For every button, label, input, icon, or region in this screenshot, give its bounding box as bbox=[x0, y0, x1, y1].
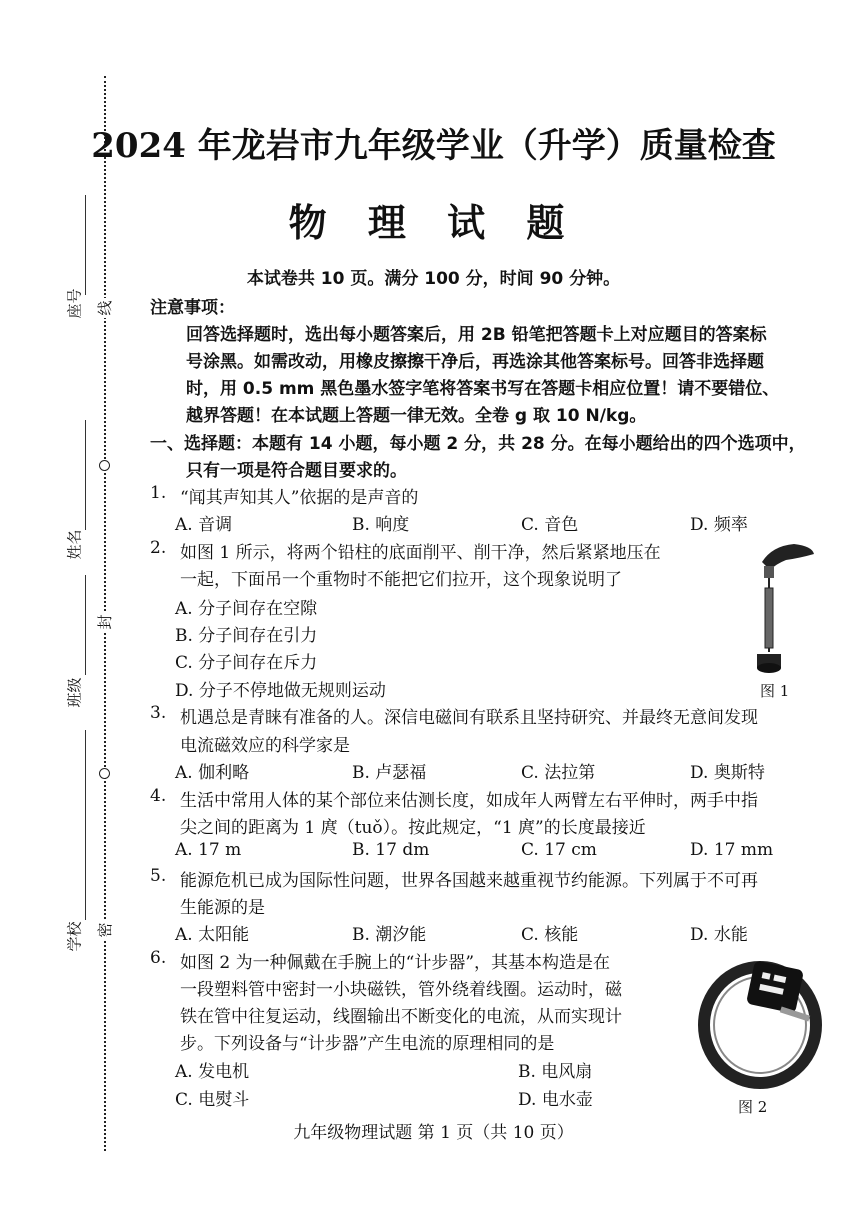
option-c: C. 核能 bbox=[521, 925, 579, 945]
option-c: C. 17 cm bbox=[521, 840, 597, 860]
question-stem: 步。下列设备与“计步器”产生电流的原理相同的是 bbox=[180, 1034, 555, 1054]
name-label: 姓名 bbox=[65, 529, 84, 560]
question-stem: 如图 1 所示，将两个铅柱的底面削平、削干净，然后紧紧地压在 bbox=[180, 543, 661, 563]
option-d: D. 分子不停地做无规则运动 bbox=[175, 681, 386, 701]
question-stem: 生活中常用人体的某个部位来估测长度，如成年人两臂左右平伸时，两手中指 bbox=[180, 791, 758, 811]
seal-char-feng: 封 bbox=[95, 612, 115, 632]
page-footer: 九年级物理试题 第 1 页（共 10 页） bbox=[293, 1123, 574, 1143]
notice-line: 号涂黑。如需改动，用橡皮擦擦干净后，再选涂其他答案标号。回答非选择题 bbox=[186, 352, 764, 372]
option-b: B. 响度 bbox=[352, 515, 410, 535]
option-d: D. 电水壶 bbox=[518, 1090, 593, 1110]
section-heading: 一、选择题：本题有 14 小题，每小题 2 分，共 28 分。在每小题给出的四个选项中， bbox=[150, 434, 806, 454]
option-a: A. 音调 bbox=[175, 515, 233, 535]
exam-info: 本试卷共 10 页。满分 100 分，时间 90 分钟。 bbox=[246, 269, 621, 289]
question-number: 3. bbox=[150, 703, 167, 723]
seal-char-xian: 线 bbox=[95, 298, 115, 318]
name-line[interactable] bbox=[85, 420, 86, 530]
option-c: C. 分子间存在斥力 bbox=[175, 653, 318, 673]
option-b: B. 潮汐能 bbox=[352, 925, 427, 945]
school-label: 学校 bbox=[65, 921, 84, 952]
question-stem: 电流磁效应的科学家是 bbox=[180, 736, 350, 756]
option-a: A. 伽利略 bbox=[175, 763, 250, 783]
option-a: A. 17 m bbox=[175, 840, 242, 860]
question-stem: 铁在管中往复运动，线圈输出不断变化的电流，从而实现计 bbox=[180, 1007, 622, 1027]
option-b: B. 17 dm bbox=[352, 840, 430, 860]
question-stem: 机遇总是青睐有准备的人。深信电磁间有联系且坚持研究、并最终无意间发现 bbox=[180, 708, 758, 728]
option-a: A. 发电机 bbox=[175, 1062, 250, 1082]
seal-char-mi: 密 bbox=[95, 920, 115, 940]
question-number: 5. bbox=[150, 866, 167, 886]
question-number: 4. bbox=[150, 786, 167, 806]
figure-1-caption: 图 1 bbox=[760, 682, 790, 700]
binding-ring-upper bbox=[99, 460, 110, 471]
question-number: 6. bbox=[150, 948, 167, 968]
option-d: D. 奥斯特 bbox=[690, 763, 765, 783]
option-b: B. 卢瑟福 bbox=[352, 763, 427, 783]
school-line[interactable] bbox=[85, 730, 86, 920]
figure-1-lead-cylinders bbox=[752, 540, 818, 680]
seat-number-label: 座号 bbox=[65, 288, 84, 319]
question-number: 2. bbox=[150, 538, 167, 558]
option-b: B. 电风扇 bbox=[518, 1062, 593, 1082]
figure-2-caption: 图 2 bbox=[738, 1098, 768, 1116]
question-stem: 生能源的是 bbox=[180, 898, 265, 918]
class-line[interactable] bbox=[85, 575, 86, 675]
question-stem: 如图 2 为一种佩戴在手腕上的“计步器”，其基本构造是在 bbox=[180, 953, 611, 973]
notice-heading: 注意事项： bbox=[150, 298, 235, 318]
section-heading-cont: 只有一项是符合题目要求的。 bbox=[186, 461, 407, 481]
figure-2-pedometer bbox=[698, 955, 828, 1090]
option-c: C. 法拉第 bbox=[521, 763, 596, 783]
option-a: A. 分子间存在空隙 bbox=[175, 599, 318, 619]
notice-line: 时，用 0.5 mm 黑色墨水签字笔将答案书写在答题卡相应位置！请不要错位、 bbox=[186, 379, 780, 399]
exam-subject: 物 理 试 题 bbox=[288, 200, 579, 245]
binding-ring-lower bbox=[99, 768, 110, 779]
exam-title: 2024 年龙岩市九年级学业（升学）质量检查 bbox=[91, 126, 776, 166]
question-stem: 能源危机已成为国际性问题，世界各国越来越重视节约能源。下列属于不可再 bbox=[180, 871, 758, 891]
notice-line: 越界答题！在本试题上答题一律无效。全卷 g 取 10 N/kg。 bbox=[186, 406, 647, 426]
option-d: D. 水能 bbox=[690, 925, 748, 945]
question-stem: 尖之间的距离为 1 庹（tuǒ）。按此规定，“1 庹”的长度最接近 bbox=[180, 818, 646, 838]
option-d: D. 频率 bbox=[690, 515, 748, 535]
notice-line: 回答选择题时，选出每小题答案后，用 2B 铅笔把答题卡上对应题目的答案标 bbox=[186, 325, 767, 345]
question-stem: 一起，下面吊一个重物时不能把它们拉开，这个现象说明了 bbox=[180, 570, 622, 590]
question-number: 1. bbox=[150, 483, 167, 503]
question-stem: “闻其声知其人”依据的是声音的 bbox=[180, 488, 419, 508]
question-stem: 一段塑料管中密封一小块磁铁，管外绕着线圈。运动时，磁 bbox=[180, 980, 622, 1000]
option-b: B. 分子间存在引力 bbox=[175, 626, 318, 646]
option-c: C. 电熨斗 bbox=[175, 1090, 250, 1110]
option-c: C. 音色 bbox=[521, 515, 579, 535]
class-label: 班级 bbox=[65, 677, 84, 708]
option-d: D. 17 mm bbox=[690, 840, 774, 860]
option-a: A. 太阳能 bbox=[175, 925, 250, 945]
